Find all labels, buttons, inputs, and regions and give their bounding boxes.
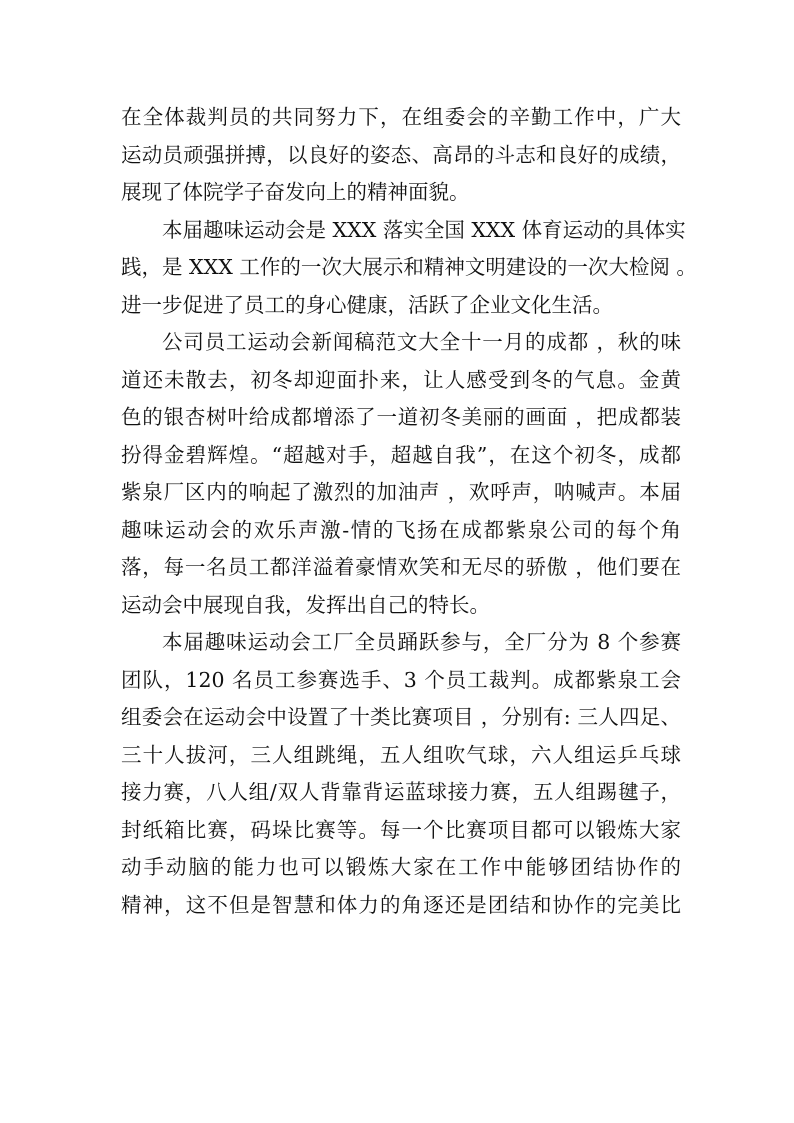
text-line: 接力赛，八人组/双人背靠背运蓝球接力赛，五人组踢毽子， — [121, 780, 681, 804]
text-line: 本届趣味运动会是 XXX 落实全国 XXX 体育运动的具体实 — [162, 217, 686, 242]
text-line: 组委会在运动会中设置了十类比赛项目 ，分别有: 三人四足、 — [121, 705, 681, 729]
text-line: 动手动脑的能力也可以锻炼大家在工作中能够团结协作的 — [121, 855, 681, 879]
text-line: 运动员顽强拼搏，以良好的姿态、高昂的斗志和良好的成绩， — [121, 142, 681, 167]
text-line: 展现了体院学子奋发向上的精神面貌。 — [121, 180, 470, 204]
text-line: 扮得金碧辉煌。“超越对手，超越自我”，在这个初冬，成都 — [121, 442, 681, 467]
text-line: 进一步促进了员工的身心健康，活跃了企业文化生活。 — [121, 292, 613, 317]
text-line: 团队，120 名员工参赛选手、3 个员工裁判。成都紫泉工会 — [121, 667, 681, 692]
text-line: 本届趣味运动会工厂全员踊跃参与，全厂分为 8 个参赛 — [162, 630, 681, 654]
text-line: 趣味运动会的欢乐声激-情的飞扬在成都紫泉公司的每个角 — [121, 517, 681, 542]
text-line: 道还未散去，初冬却迎面扑来，让人感受到冬的气息。金黄 — [121, 367, 681, 392]
text-line: 三十人拔河，三人组跳绳，五人组吹气球，六人组运乒乓球 — [121, 742, 681, 767]
text-line: 运动会中展现自我，发挥出自己的特长。 — [121, 592, 490, 617]
text-line: 在全体裁判员的共同努力下，在组委会的辛勤工作中，广大 — [121, 105, 681, 129]
document-body — [121, 99, 697, 924]
text-line: 精神，这不但是智慧和体力的角逐还是团结和协作的完美比 — [121, 892, 681, 917]
text-line: 落，每一名员工都洋溢着豪情欢笑和无尽的骄傲 ，他们要在 — [121, 555, 681, 579]
text-line: 紫泉厂区内的响起了激烈的加油声 ，欢呼声，呐喊声。本届 — [121, 480, 681, 504]
text-line: 封纸箱比赛，码垛比赛等。每一个比赛项目都可以锻炼大家 — [121, 817, 681, 842]
text-line: 公司员工运动会新闻稿范文大全十一月的成都 ，秋的味 — [162, 330, 681, 354]
text-line: 践，是 XXX 工作的一次大展示和精神文明建设的一次大检阅 。 — [121, 255, 697, 279]
text-line: 色的银杏树叶给成都增添了一道初冬美丽的画面 ，把成都装 — [121, 405, 681, 429]
